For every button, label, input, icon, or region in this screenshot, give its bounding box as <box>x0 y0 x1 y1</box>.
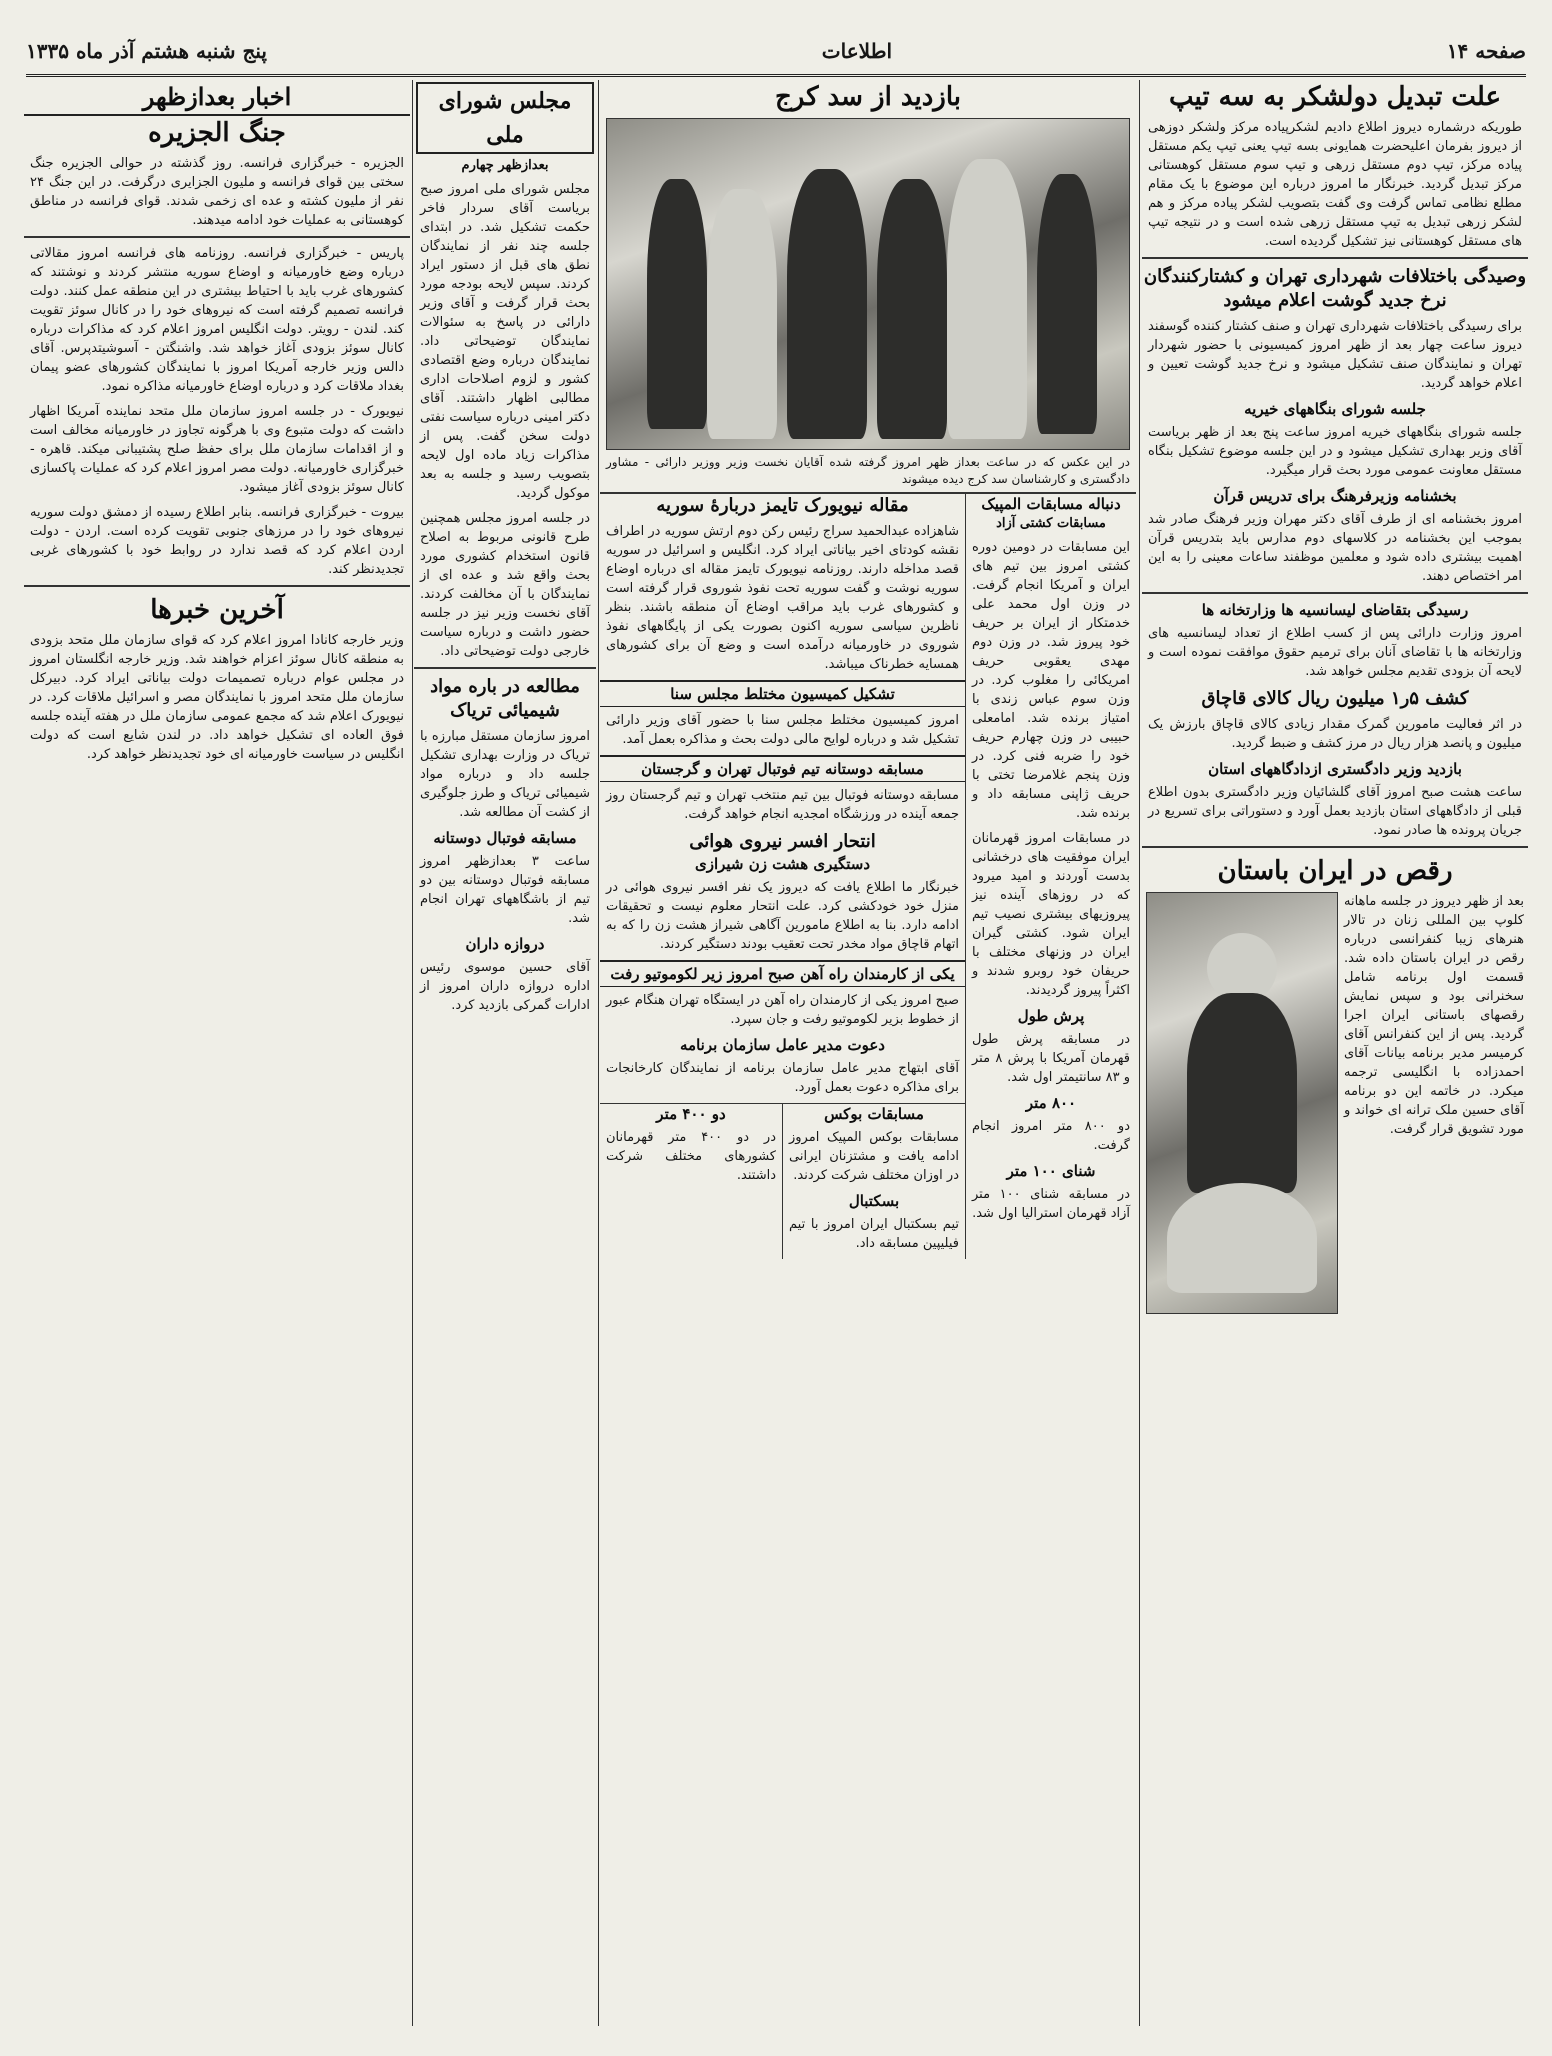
article-world-news-3: بیروت - خبرگزاری فرانسه. بنابر اطلاع رسیده از دمشق دولت سوریه نیروهای خود را در مرزهای جنوبی تقویت کرده است. اردن - دولت اردن اعلام کرد که قصد ندارد در روابط خود با کشورهای غربی تجدیدنظر کند. <box>30 505 404 577</box>
headline-meat: وصیدگی باختلافات شهرداری تهران و کشتارکنندگان نرخ جدید گوشت اعلام میشود <box>1143 266 1527 311</box>
column-parliament <box>414 80 596 2028</box>
article-opium: امروز سازمان مستقل مبارزه با تریاک در وزارت بهداری تشکیل جلسه داد و درباره مواد شیمیائی تریاک و طرز جلوگیری از کشت آن مطالعه شد. <box>420 729 590 820</box>
headline-boxing: مسابقات بوکس <box>824 1105 924 1123</box>
subhead-wrestling: مسابقات کشتی آزاد <box>996 516 1106 531</box>
article-customs: آقای حسین موسوی رئیس اداره دروازه داران امروز از ادارات گمرکی بازدید کرد. <box>420 960 590 1013</box>
headline-karaj-dam: بازدید از سد کرج <box>774 82 962 112</box>
olympics-section <box>965 494 1136 1259</box>
headline-400m: دو ۴۰۰ متر <box>656 1105 726 1123</box>
article-locomotive: صبح امروز یکی از کارمندان راه آهن در ایستگاه تهران هنگام عبور از خطوط بزیر لکوموتیو رفت و جان سپرد. <box>606 993 959 1027</box>
headline-swim: شنای ۱۰۰ متر <box>1006 1162 1096 1180</box>
article-world-news: پاریس - خبرگزاری فرانسه. روزنامه های فرانسه امروز مقالاتی درباره وضع خاورمیانه و اوضاع سوریه منتشر کردند و نوشتند که کشورهای غرب باید با احتیاط بیشتری در این منطقه عمل کنند. دولت فرانسه تصمیم گرفته است که نیروهای خود را در کانال سوئز تقویت کند. لندن - رویتر. دولت انگلیس امروز اعلام کرد که مذاکرات درباره کانال سوئز بزودی آغاز خواهد شد. واشنگتن - آسوشیتدپرس. آقای دالس وزیر خارجه آمریکا امروز با نمایندگان کشورهای عضو پیمان بغداد ملاقات کرد و درباره اوضاع خاورمیانه مذاکره نمود. <box>30 246 404 394</box>
article-senate: امروز کمیسیون مختلط مجلس سنا با حضور آقای وزیر دارائی تشکیل شد و درباره لوایح مالی دولت بحث و مذاکره بعمل آمد. <box>606 713 959 747</box>
article-800m: دو ۸۰۰ متر امروز انجام گرفت. <box>972 1119 1130 1153</box>
column-divider <box>412 80 413 2026</box>
article-swim: در مسابقه شنای ۱۰۰ متر آزاد قهرمان استرالیا اول شد. <box>972 1187 1130 1221</box>
article-latest-news: وزیر خارجه کانادا امروز اعلام کرد که قوای سازمان ملل متحد بزودی به منطقه کانال سوئز اعزام خواهند شد. وزیر خارجه انگلستان امروز در مجلس عوام درباره تصمیمات دولت بیاناتی ایراد کرد. دبیرکل سازمان ملل متحد امروز با نمایندگان مصر و اسرائیل ملاقات کرد. در نیویورک اعلام شد که مجمع عمومی سازمان ملل در هفته آینده جلسه فوق العاده ای تشکیل خواهد داد. در لندن شایع است که دولت انگلیس در سیاست خاورمیانه ای خود تجدیدنظر خواهد کرد. <box>30 633 404 762</box>
article-wrestling: این مسابقات در دومین دوره کشتی امروز بین تیم های ایران و آمریکا انجام گرفت. در وزن اول محمد علی خدمتکار از ایران بر حریف خود پیروز شد. در وزن دوم مهدی یعقوبی حریف امریکائی را مغلوب کرد. در وزن سوم عباس زندی با امتیاز برنده شد. امامعلی حبیبی در وزن چهارم حریف خود را ضربه فنی کرد. در وزن پنجم غلامرضا تختی با حریف ژاپنی مسابقه داد و برنده شد. <box>972 540 1130 821</box>
headline-syria: مقاله نیویورک تایمز دربارهٔ سوریه <box>656 495 909 516</box>
karaj-dam-photo <box>606 118 1130 450</box>
center-stories <box>600 494 965 1259</box>
article-justice: ساعت هشت صبح امروز آقای گلشائیان وزیر دادگستری بدون اطلاع قبلی از دادگاههای استان بازدید بعمل آورد و دستوراتی برای تسریع در جریان پرونده ها صادر نمود. <box>1148 785 1522 838</box>
headline-long-jump: پرش طول <box>1017 1007 1085 1025</box>
article-meat: برای رسیدگی باختلافات شهرداری تهران و صنف کشتار کننده گوسفند دیروز ساعت چهار بعد از ظهر امروز کمیسیونی با حضور شهردار تهران و نمایندگان صنف تشکیل میشود و نرخ جدید گوشت تعیین و اعلام خواهد گردید. <box>1148 319 1522 391</box>
subhead-parliament: بعدازظهر چهارم <box>461 158 549 173</box>
headline-army: علت تبدیل دولشکر به سه تیپ <box>1168 82 1502 112</box>
article-world-news-2: نیویورک - در جلسه امروز سازمان ملل متحد نماینده آمریکا اظهار داشت که دولت متبوع وی با هرگونه تجاوز در خاورمیانه مخالف است و از اقدامات سازمان ملل برای حفظ صلح پشتیبانی میکند. قاهره - خبرگزاری خاورمیانه. دولت مصر امروز اعلام کرد که عملیات پاکسازی کانال سوئز بزودی آغاز میشود. <box>30 404 404 495</box>
headline-justice: بازدید وزیر دادگستری ازدادگاههای استان <box>1208 760 1462 778</box>
article-quran: امروز بخشنامه ای از طرف آقای دکتر مهران وزیر فرهنگ صادر شد بموجب این بخشنامه در کلاسهای دوم مدارس باید بتدریس قرآن اهمیت بیشتری داده شود و معلمین موظفند ساعات معینی را به این امر اختصاص دهند. <box>1148 512 1522 584</box>
headline-800m: ۸۰۰ متر <box>1025 1094 1077 1112</box>
article-wrestling-2: در مسابقات امروز قهرمانان ایران موفقیت های درخشانی بدست آوردند و امید میرود که در روزهای آینده نیز پیروزیهای بیشتری نصیب تیم ایران شود. کشتی گیران ایران در وزنهای مختلف با حریفان خود روبرو شدند و اکثراً پیروز گردیدند. <box>972 831 1130 998</box>
column-divider <box>1139 80 1140 2026</box>
article-boxing: مسابقات بوکس المپیک امروز ادامه یافت و مشتزنان ایرانی در اوزان مختلف شرکت کردند. <box>789 1130 959 1183</box>
page-header <box>26 28 1526 77</box>
karaj-dam-caption: در این عکس که در ساعت بعداز ظهر امروز گرفته شده آقایان نخست وزیر ووزیر دارائی - مشاور دادگستری و کارشناسان سد کرج دیده میشوند <box>606 455 1130 486</box>
column-right <box>1142 80 1528 2028</box>
page-number: صفحه ۱۴ <box>1446 39 1526 63</box>
headline-quran: بخشنامه وزیرفرهنگ برای تدریس قرآن <box>1213 487 1457 505</box>
article-long-jump: در مسابقه پرش طول قهرمان آمریکا با پرش ۸ متر و ۸۳ سانتیمتر اول شد. <box>972 1032 1130 1085</box>
article-friendly-football: ساعت ۳ بعدازظهر امروز مسابقه فوتبال دوستانه بین دو تیم از باشگاههای تهران انجام شد. <box>420 854 591 926</box>
article-charity: جلسه شورای بنگاههای خیریه امروز ساعت پنج بعد از ظهر بریاست آقای وزیر بهداری تشکیل میشود و در این جلسه موضوع تشکیل بنگاه مستقل معاونت عمومی مورد بحث قرار میگیرد. <box>1148 425 1522 478</box>
column-left <box>24 80 410 2028</box>
headline-olympics: دنباله مسابقات المپیک <box>981 495 1121 513</box>
column-center <box>600 80 1136 2028</box>
article-smuggling: در اثر فعالیت مامورین گمرک مقدار زیادی کالای قاچاق بارزش یک میلیون و پانصد هزار ریال در مرز کشف و ضبط گردید. <box>1148 717 1522 751</box>
headline-arrest: دستگیری هشت زن شیرازی <box>694 855 871 873</box>
article-plan-org: آقای ابتهاج مدیر عامل سازمان برنامه از نمایندگان کارخانجات برای مذاکره دعوت بعمل آورد. <box>606 1061 959 1095</box>
article-football: مسابقه دوستانه فوتبال بین تیم منتخب تهران و تیم گرجستان روز جمعه آینده در ورزشگاه امجدیه انجام خواهد گرفت. <box>606 788 959 822</box>
article-algeria: الجزیره - خبرگزاری فرانسه. روز گذشته در حوالی الجزیره جنگ سختی بین قوای فرانسه و ملیون الجزایری درگرفت. در این جنگ ۲۴ نفر از ملیون کشته و عده ای زخمی شدند. قوای فرانسه در مناطق کوهستانی به عملیات خود ادامه میدهند. <box>30 156 404 228</box>
headline-football: مسابقه دوستانه تیم فوتبال تهران و گرجستان <box>600 755 965 782</box>
headline-graduates: رسیدگی بتقاضای لیسانسیه ها وزارتخانه ها <box>1201 601 1469 619</box>
headline-latest-news: آخرین خبرها <box>150 595 284 625</box>
article-400m: در دو ۴۰۰ متر قهرمانان کشورهای مختلف شرکت داشتند. <box>606 1130 776 1183</box>
headline-parliament: مجلس شورای ملی <box>416 82 594 154</box>
issue-date: پنج شنبه هشتم آذر ماه ۱۳۳۵ <box>26 39 268 63</box>
headline-smuggling: کشف ۵ر۱ میلیون ریال کالای قاچاق <box>1201 688 1469 709</box>
article-officer: خبرنگار ما اطلاع یافت که دیروز یک نفر افسر نیروی هوائی در منزل خود خودکشی کرد. علت انتحار معلوم نیست و تحقیقات ادامه دارد. بنا به اطلاع مامورین آگاهی شیراز هشت زن را که به اتهام قاچاق مواد مخدر تحت تعقیب بودند دستگیر کردند. <box>606 880 959 952</box>
column-divider <box>598 80 599 2026</box>
headline-dance: رقص در ایران باستان <box>1217 856 1453 886</box>
headline-senate: تشکیل کمیسیون مختلط مجلس سنا <box>600 680 965 707</box>
headline-afternoon-news: اخبار بعدازظهر <box>24 80 410 116</box>
headline-customs: دروازه داران <box>465 935 545 953</box>
headline-friendly-football: مسابقه فوتبال دوستانه <box>433 829 577 847</box>
article-basketball: تیم بسکتبال ایران امروز با تیم فیلیپین مسابقه داد. <box>789 1217 959 1251</box>
headline-basketball: بسکتبال <box>848 1192 900 1210</box>
headline-algeria: جنگ الجزیره <box>148 118 286 148</box>
article-army: طوریکه درشماره دیروز اطلاع دادیم لشکرپیاده مرکز ولشکر دوزهی از دیروز بفرمان اعلیحضرت همایونی بسه تیپ یعنی تیپ یکم مستقل پیاده مرکز، تیپ دوم مستقل زرهی و تیپ سوم مستقل کوهستانی مرکز تبدیل گردید. خبرنگار ما امروز درباره این موضوع با یک مقام مطلع نظامی تماس گرفت وی گفت بتصویب لشکر پیاده مرکز و هم لشکر زرهی تبدیل به تیپ مستقل زرهی شده است و در نتیجه تیپ های مستقل کوهستانی نیز تشکیل گردیده است. <box>1148 120 1522 249</box>
article-parliament: مجلس شورای ملی امروز صبح بریاست آقای سردار فاخر حکمت تشکیل شد. در ابتدای جلسه چند نفر از نمایندگان نطق های قبل از دستور ایراد کردند. سپس لایحه بودجه مورد بحث قرار گرفت و آقای وزیر دارائی در پاسخ به سئوالات نمایندگان توضیحاتی داد. نمایندگان درباره وضع اقتصادی کشور و لزوم اصلاحات اداری مطالبی اظهار داشتند. آقای دکتر امینی درباره سیاست نفتی دولت سخن گفت. پس از مذاکرات زیاد ماده اول لایحه بتصویب رسید و جلسه به بعد موکول گردید. <box>420 182 590 501</box>
headline-locomotive: یکی از کارمندان راه آهن صبح امروز زیر لکوموتیو رفت <box>600 960 965 987</box>
article-parliament-2: در جلسه امروز مجلس همچنین طرح قانونی مربوط به اصلاح قانون استخدام کشوری مورد بحث واقع شد و عده ای از نمایندگان با آن مخالفت کردند. آقای نخست وزیر نیز در جلسه حضور داشت و درباره سیاست خارجی دولت توضیحاتی داد. <box>420 511 590 659</box>
article-syria: شاهزاده عبدالحمید سراج رئیس رکن دوم ارتش سوریه در اطراف نقشه کودتای اخیر بیاناتی ایراد کرد. انگلیس و اسرائیل در سوریه قصد مداخله دارند. روزنامه نیویورک تایمز مقاله ای درباره اوضاع سوریه نوشت و گفت سوریه تحت نفوذ شوروی قرار گرفته است و کشورهای غرب باید مراقب اوضاع آن منطقه باشند. بنظر ناظرین سیاسی سوریه اکنون بصورت یکی از پایگاههای نفوذ شوروی در خاورمیانه درآمده است و وضع آن برای کشورهای همسایه خطرناک میباشد. <box>606 524 959 672</box>
article-graduates: امروز وزارت دارائی پس از کسب اطلاع از تعداد لیسانسیه های وزارتخانه ها با تقاضای آنان برای ترمیم حقوق موافقت نموده است و لایحه آن بزودی تقدیم مجلس خواهد شد. <box>1148 626 1522 679</box>
headline-plan-org: دعوت مدیر عامل سازمان برنامه <box>680 1036 885 1054</box>
headline-opium: مطالعه در باره مواد شیمیائی تریاک <box>430 676 580 721</box>
article-dance: بعد از ظهر دیروز در جلسه ماهانه کلوپ بین المللی زنان در تالار هنرهای زیبا کنفرانسی درباره رقص در ایران باستان داده شد. قسمت اول برنامه شامل سخنرانی بود و سپس نمایش رقصهای باستانی ایران اجرا گردید. پس از این کنفرانس آقای کرمیسر مدیر برنامه بیانات آقای احمدزاده با انگلیسی ترجمه میکرد. در خاتمه این دو برنامه آقای حسین ملک ترانه ای خواند و مورد تشویق قرار گرفت. <box>1344 894 1524 1137</box>
headline-officer: انتحار افسر نیروی هوائی <box>689 831 876 852</box>
dancer-photo <box>1146 892 1338 1314</box>
headline-charity: جلسه شورای بنگاههای خیریه <box>1244 400 1426 418</box>
newspaper-name: اطلاعات <box>821 39 893 63</box>
